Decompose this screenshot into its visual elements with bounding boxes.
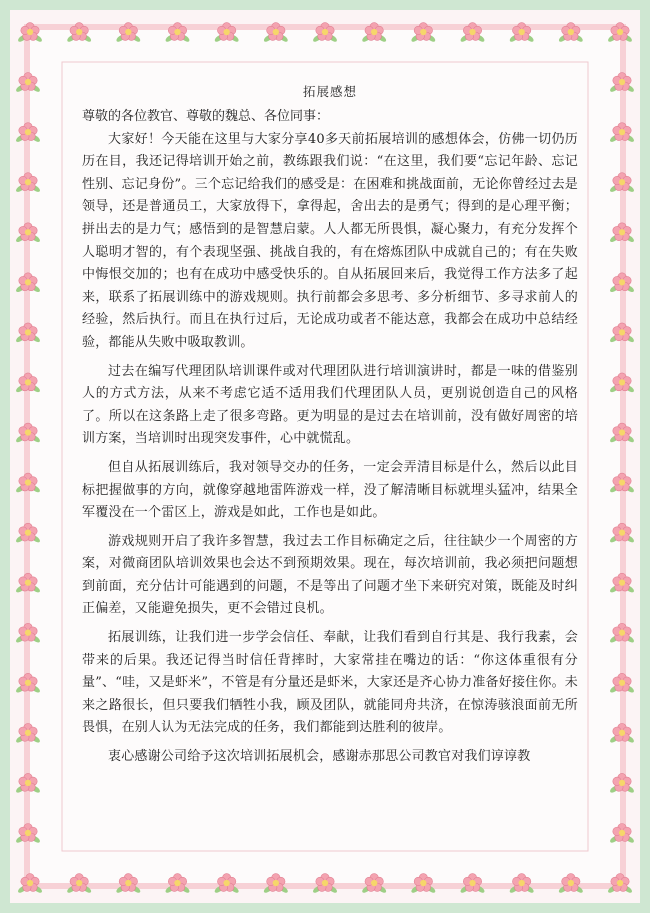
paragraph: 过去在编写代理团队培训课件或对代理团队进行培训演讲时，都是一味的借鉴别人的方式方法，从来不考虑它适不适用我们代理团队人员，更别说创造自己的风格了。所以在这条路上走了很多弯路。更为明显的是过去在培训前，没有做好周密的培训方案，当培训时出现突发事件，心中就慌乱。 bbox=[82, 363, 578, 447]
paragraph: 拓展训练，让我们进一步学会信任、奉献，让我们看到自行其是、我行我素，会带来的后果。我还记得当时信任背摔时，大家常挂在嘴边的话：“你这体重很有分量”、“哇，又是虾米”，不管是有分量还是虾米，大家还是齐心协力准备好接住你。未来之路很长，但只要我们牺牲小我，顾及团队，就能同舟共济，在惊涛骇浪面前无所畏惧，在别人认为无法完成的任务，我们都能到达胜利的彼岸。 bbox=[82, 630, 578, 736]
document-body bbox=[82, 82, 578, 775]
paragraph: 游戏规则开启了我许多智慧，我过去工作目标确定之后，往往缺少一个周密的方案，对微商团队培训效果也会达不到预期效果。现在，每次培训前，我必须把问题想到前面，充分估计可能遇到的问题，不是等出了问题才坐下来研究对策，既能及时纠正偏差，又能避免损失，更不会错过良机。 bbox=[82, 533, 578, 617]
salutation: 尊敬的各位教官、尊敬的魏总、各位同事： bbox=[82, 109, 330, 124]
paragraph: 衷心感谢公司给予这次培训拓展机会，感谢赤那思公司教官对我们谆谆教 bbox=[108, 749, 531, 765]
paragraph: 但自从拓展训练后，我对领导交办的任务，一定会弄清目标是什么，然后以此目标把握做事的方向，就像穿越地雷阵游戏一样，没了解清晰目标就埋头猛冲，结果全军覆没在一个雷区上，游戏是如此，工作也是如此。 bbox=[82, 459, 578, 521]
document-title: 拓展感想 bbox=[302, 84, 357, 99]
paragraph: 大家好！今天能在这里与大家分享40多天前拓展培训的感想体会，仿佛一切仍历历在目，我还记得培训开始之前，教练跟我们说：“在这里，我们要“忘记年龄、忘记性别、忘记身份”。三个忘记给我们的感受是：在困难和挑战面前，无论你曾经过去是领导，还是普通员工，大家放得下，拿得起，舍出去的是勇气；得到的是心理平衡；拼出去的是力气；感悟到的是智慧启蒙。人人都无所畏惧，凝心聚力，有充分发挥个人聪明才智的，有个表现坚强、挑战自我的，有在熔炼团队中成就自己的；有在失败中悔恨交加的；也有在成功中感受快乐的。自从拓展回来后，我觉得工作方法多了起来，联系了拓展训练中的游戏规则。执行前都会多思考、多分析细节、多寻求前人的经验，然后执行。而且在执行过后，无论成功或者不能达意，我都会在成功中总结经验，都能从失败中吸取教训。 bbox=[82, 131, 578, 350]
